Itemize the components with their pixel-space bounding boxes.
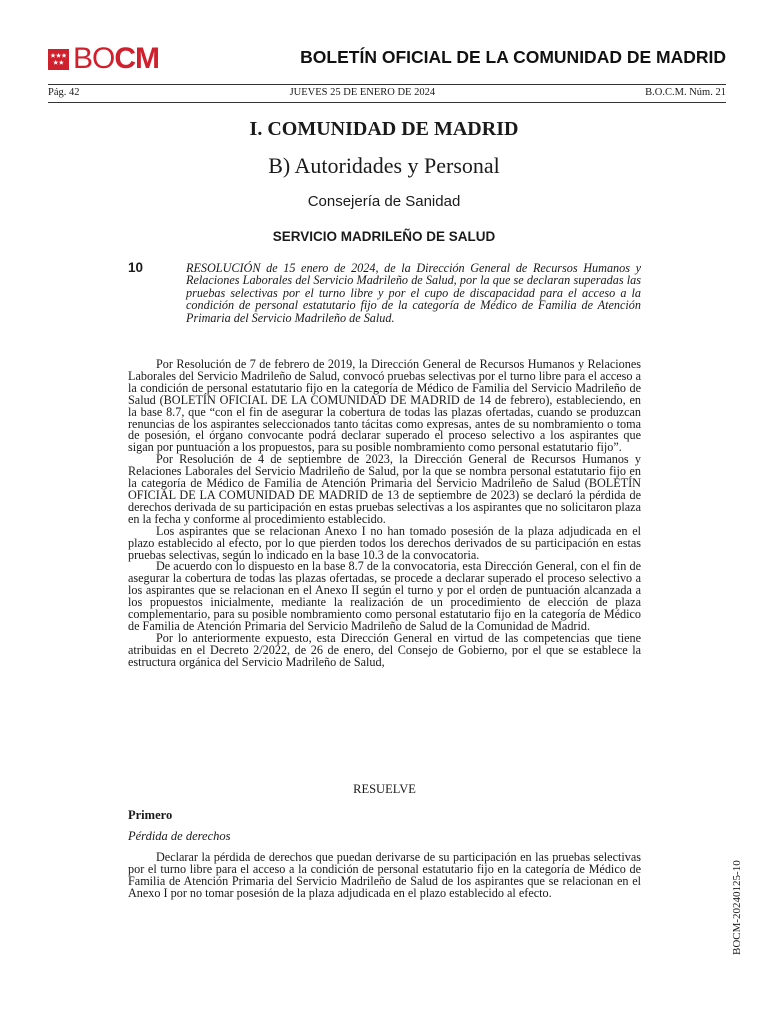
madrid-stars-icon [48,49,69,70]
bocm-logo [48,42,159,76]
page-header [48,40,726,82]
page-meta [48,87,726,98]
service-heading: SERVICIO MADRILEÑO DE SALUD [272,229,496,244]
section-heading: I. COMUNIDAD DE MADRID [249,118,519,140]
logo-text-bo: BO [73,42,115,75]
body-paragraph: De acuerdo con lo dispuesto en la base 8.7 de la convocatoria, esta Dirección General, con el fin de asegurar la cobertura de todas las plazas ofertadas, se procede a declarar superado el proceso selectivo a los aspirantes que se relacionan en el Anexo II según el turno y por el orden de puntuación alcanzada a los propuestos inicialmente, mediante la realización de un procedimiento de elección de plaza complementario, para su posible nombramiento como personal estatutario fijo en la categoría de Médico de Familia de Atención Primaria del Servicio Madrileño de Salud de la Comunidad de Madrid. [128,559,641,633]
article-paragraph: Declarar la pérdida de derechos que puedan derivarse de su participación en las pruebas selectivas por el turno libre para el acceso a la condición de personal estatutario fijo en la categoría de Médico de Familia de Atención Primaria del Servicio Madrileño de Salud de los aspirantes que se relacionan en el Anexo I por no tomar posesión de la plaza adjudicada en el plazo establecido al efecto. [128,850,641,900]
page-number: Pág. 42 [48,87,80,98]
bulletin-title: BOLETÍN OFICIAL DE LA COMUNIDAD DE MADRID [300,47,726,67]
item-number: 10 [128,260,144,275]
body-paragraph: Por lo anteriormente expuesto, esta Dirección General en virtud de las competencias que tiene atribuidas en el Decreto 2/2022, de 26 de enero, del Consejo de Gobierno, por el que se establece la estructura orgánica del Servicio Madrileño de Salud, [128,630,641,669]
header-rule-top [48,84,726,85]
issue-number: B.O.C.M. Núm. 21 [645,87,726,98]
body-paragraph: Por Resolución de 4 de septiembre de 2023, la Dirección General de Recursos Humanos y Relaciones Laborales del Servicio Madrileño de Salud, por la que se nombra personal estatutario fijo en la categoría de Médico de Familia de Atención Primaria del Servicio Madrileño de Salud (BOLETÍN OFICIAL DE LA COMUNIDAD DE MADRID de 13 de septiembre de 2023) se declaró la pérdida de derechos derivada de su participación en estas pruebas selectivas a los aspirantes que no solicitaron plaza en la fecha y conforme al procedimiento establecido. [128,452,641,526]
resuelve-heading: RESUELVE [353,782,416,796]
document-body [128,359,641,669]
body-paragraph: Los aspirantes que se relacionan Anexo I no han tomado posesión de la plaza adjudicada en el plazo establecido al efecto, por lo que pierden todos los derechos derivados de su participación en estas pruebas selectivas, según lo indicado en la base 10.3 de la convocatoria. [128,523,641,562]
article-heading: Primero [128,808,173,822]
resolution-summary: RESOLUCIÓN de 15 enero de 2024, de la Dirección General de Recursos Humanos y Relaciones Laborales del Servicio Madrileño de Salud, por la que se declaran superadas las pruebas selectivas por el turno libre y por el cupo de discapacidad para el acceso a la condición de personal estatutario fijo de la categoría de Médico de Familia de Atención Primaria del Servicio Madrileño de Salud. [186,261,641,325]
subsection-heading: B) Autoridades y Personal [268,153,500,178]
body-paragraph: Por Resolución de 7 de febrero de 2019, la Dirección General de Recursos Humanos y Relaciones Laborales del Servicio Madrileño de Salud, convocó pruebas selectivas por el turno libre para el acceso a la condición de personal estatutario fijo en la categoría de Médico de Familia del Servicio Madrileño de Salud (BOLETÍN OFICIAL DE LA COMUNIDAD DE MADRID de 14 de febrero), estableciendo, en la base 8.7, que “con el fin de asegurar la cobertura de todas las plazas ofertadas, cuando se produzcan renuncias de los aspirantes seleccionados tanto tácitas como expresas, antes de su nombramiento o toma de posesión, el órgano convocante podrá declarar superado el proceso selectivo a los aspirantes que sigan por puntuación a los propuestos, para su posible nombramiento como personal estatutario fijo”. [128,357,641,455]
header-rule-bottom [48,102,726,103]
issue-date: JUEVES 25 DE ENERO DE 2024 [289,87,436,98]
logo-text-cm: CM [114,42,160,75]
department-heading: Consejería de Sanidad [307,193,461,210]
article-subheading: Pérdida de derechos [128,829,231,843]
document-code: BOCM-20240125-10 [731,860,743,955]
logo-text [73,42,159,76]
